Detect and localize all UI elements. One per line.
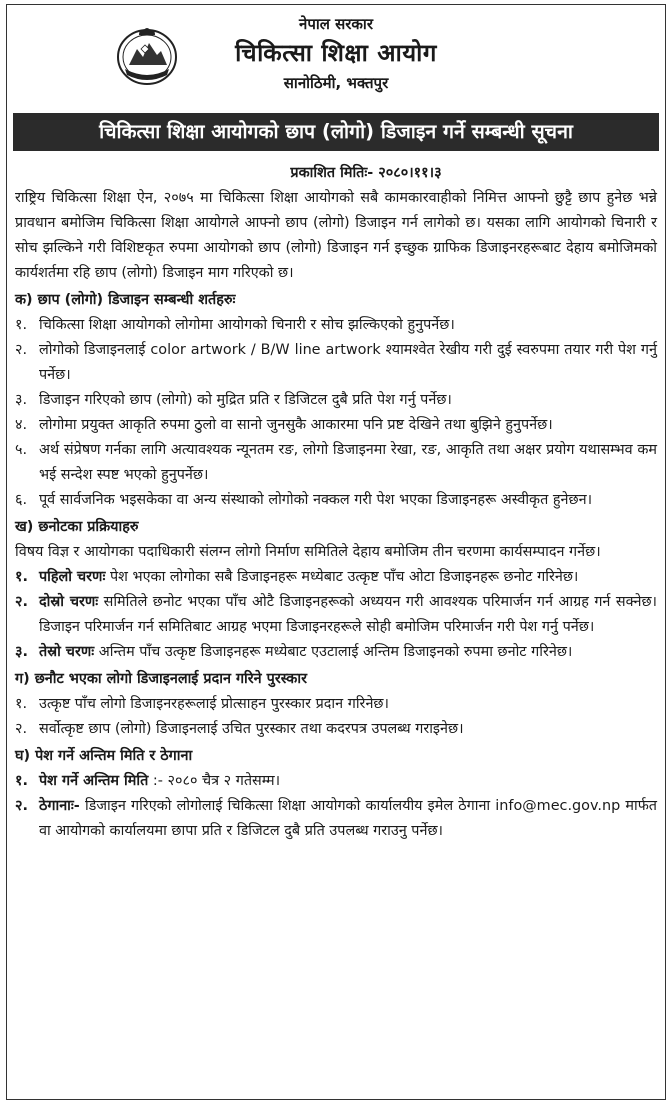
commission-name: चिकित्सा शिक्षा आयोग — [235, 39, 437, 67]
list-item — [15, 388, 657, 413]
deadline-text: :- २०८० चैत्र २ गतेसम्म। — [148, 773, 281, 789]
item-number: ३. — [15, 644, 28, 660]
section-c-heading: ग) छनौट भएका लोगो डिजाइनलाई प्रदान गरिने पुरस्कार — [15, 671, 307, 687]
item-number: २. — [15, 798, 28, 814]
notice-body — [15, 161, 657, 844]
list-item — [15, 488, 657, 513]
commission-address: सानोठिमी, भक्तपुर — [283, 74, 389, 92]
item-text: लोगोको डिजाइनलाई color artwork / B/W line artwork श्यामश्वेत रेखीय गरी दुई स्वरुपमा तयार गरी पेश गर्नु पर्नेछ। — [39, 342, 657, 383]
deadline-label: पेश गर्ने अन्तिम मिति — [39, 773, 149, 789]
stage-label: तेस्रो चरणः — [39, 644, 95, 660]
list-item — [15, 640, 657, 665]
header — [7, 5, 665, 113]
list-item — [15, 438, 657, 488]
item-number: २. — [15, 721, 28, 737]
stage-label: दोस्रो चरणः — [39, 594, 99, 610]
item-text: चिकित्सा शिक्षा आयोगको लोगोमा आयोगको चिनारी र सोच झल्किएको हुनुपर्नेछ। — [39, 317, 455, 333]
item-number: १. — [15, 569, 28, 585]
list-item — [15, 413, 657, 438]
government-name: नेपाल सरकार — [299, 15, 373, 33]
header-text — [7, 13, 665, 95]
stage-label: पहिलो चरणः — [39, 569, 106, 585]
item-number: २. — [15, 594, 28, 610]
item-number: ६. — [15, 492, 28, 508]
notice — [6, 4, 666, 1100]
item-text: सर्वोत्कृष्ट छाप (लोगो) डिजाइनलाई उचित पुरस्कार तथा कदरपत्र उपलब्ध गराइनेछ। — [39, 721, 464, 737]
item-text: डिजाइन गरिएको छाप (लोगो) को मुद्रित प्रति र डिजिटल दुबै प्रति पेश गर्नु पर्नेछ। — [39, 392, 452, 408]
list-item — [15, 692, 657, 717]
item-number: ४. — [15, 417, 28, 433]
section-b-heading: ख) छनोटका प्रक्रियाहरु — [15, 519, 139, 535]
item-number: १. — [15, 317, 28, 333]
item-text: पेश भएका लोगोका सबै डिजाइनहरू मध्येबाट उत्कृष्ट पाँच ओटा डिजाइनहरू छनोट गरिनेछ। — [105, 569, 579, 585]
item-text: लोगोमा प्रयुक्त आकृति रुपमा ठुलो वा सानो जुनसुकै आकारमा पनि प्रष्ट देखिने तथा बुझिने हुनुपर्नेछ। — [39, 417, 553, 433]
item-number: २. — [15, 342, 28, 358]
address-text: डिजाइन गरिएको लोगोलाई चिकित्सा शिक्षा आयोगको कार्यालयीय इमेल ठेगाना info@mec.gov.np मार्फत वा आयोगको कार्यालयमा छापा प्रति र डिजिटल दुबै प्रति उपलब्ध गराउनु पर्नेछ। — [39, 798, 657, 839]
address-label: ठेगानाः- — [39, 798, 80, 814]
section-b-intro: विषय विज्ञ र आयोगका पदाधिकारी संलग्न लोगो निर्माण समितिले देहाय बमोजिम तीन चरणमा कार्यसम्पादन गर्नेछ। — [15, 544, 601, 560]
list-item — [15, 590, 657, 640]
item-text: अर्थ संप्रेषण गर्नका लागि अत्यावश्यक न्यूनतम रङ, लोगो डिजाइनमा रेखा, रङ, आकृति तथा अक्षर प्रयोग यथासम्भव कम भई सन्देश स्पष्ट भएको हुनुपर्नेछ। — [39, 442, 657, 483]
item-text: समितिले छनोट भएका पाँच ओटै डिजाइनहरूको अध्ययन गरी आवश्यक परिमार्जन गर्न आग्रह गर्न सक्नेछ। डिजाइन परिमार्जन गर्न समितिबाट आग्रह भएमा डिजाइनरहरूले सोही बमोजिम परिमार्जन गरी पेश गर्नु पर्नेछ। — [39, 594, 657, 635]
section-a-heading: क) छाप (लोगो) डिजाइन सम्बन्धी शर्तहरुः — [15, 292, 236, 308]
item-text: उत्कृष्ट पाँच लोगो डिजाइनरहरूलाई प्रोत्साहन पुरस्कार प्रदान गरिनेछ। — [39, 696, 389, 712]
item-text: पूर्व सार्वजनिक भइसकेका वा अन्य संस्थाको लोगोको नक्कल गरी पेश भएका डिजाइनहरू अस्वीकृत हुनेछन। — [39, 492, 593, 508]
list-item — [15, 769, 657, 794]
list-item — [15, 313, 657, 338]
notice-title: चिकित्सा शिक्षा आयोगको छाप (लोगो) डिजाइन गर्ने सम्बन्धी सूचना — [13, 113, 659, 151]
list-item — [15, 565, 657, 590]
item-text: अन्तिम पाँच उत्कृष्ट डिजाइनहरू मध्येबाट एउटालाई अन्तिम डिजाइनको रुपमा छनोट गरिनेछ। — [94, 644, 573, 660]
list-item — [15, 794, 657, 844]
list-item — [15, 338, 657, 388]
intro-paragraph: राष्ट्रिय चिकित्सा शिक्षा ऐन, २०७५ मा चिकित्सा शिक्षा आयोगको सबै कामकारवाहीको निमित्त आफ्नो छुट्टै छाप हुनेछ भन्ने प्रावधान बमोजिम चिकित्सा शिक्षा आयोगले आफ्नो छाप (लोगो) डिजाइन गर्न लागेको छ। यसका लागि आयोगको चिनारी र सोच झल्किने गरी विशिष्टकृत रुपमा आयोगको छाप (लोगो) डिजाइन गर्न इच्छुक ग्राफिक डिजाइनरहरूबाट देहाय बमोजिमको कार्यशर्तमा रहि छाप (लोगो) डिजाइन माग गरिएको छ। — [15, 190, 657, 281]
item-number: ५. — [15, 442, 28, 458]
item-number: १. — [15, 773, 28, 789]
section-d-heading: घ) पेश गर्ने अन्तिम मिति र ठेगाना — [15, 748, 193, 764]
list-item — [15, 717, 657, 742]
item-number: ३. — [15, 392, 28, 408]
item-number: १. — [15, 696, 28, 712]
published-date: प्रकाशित मितिः- २०८०।११।३ — [290, 165, 442, 181]
